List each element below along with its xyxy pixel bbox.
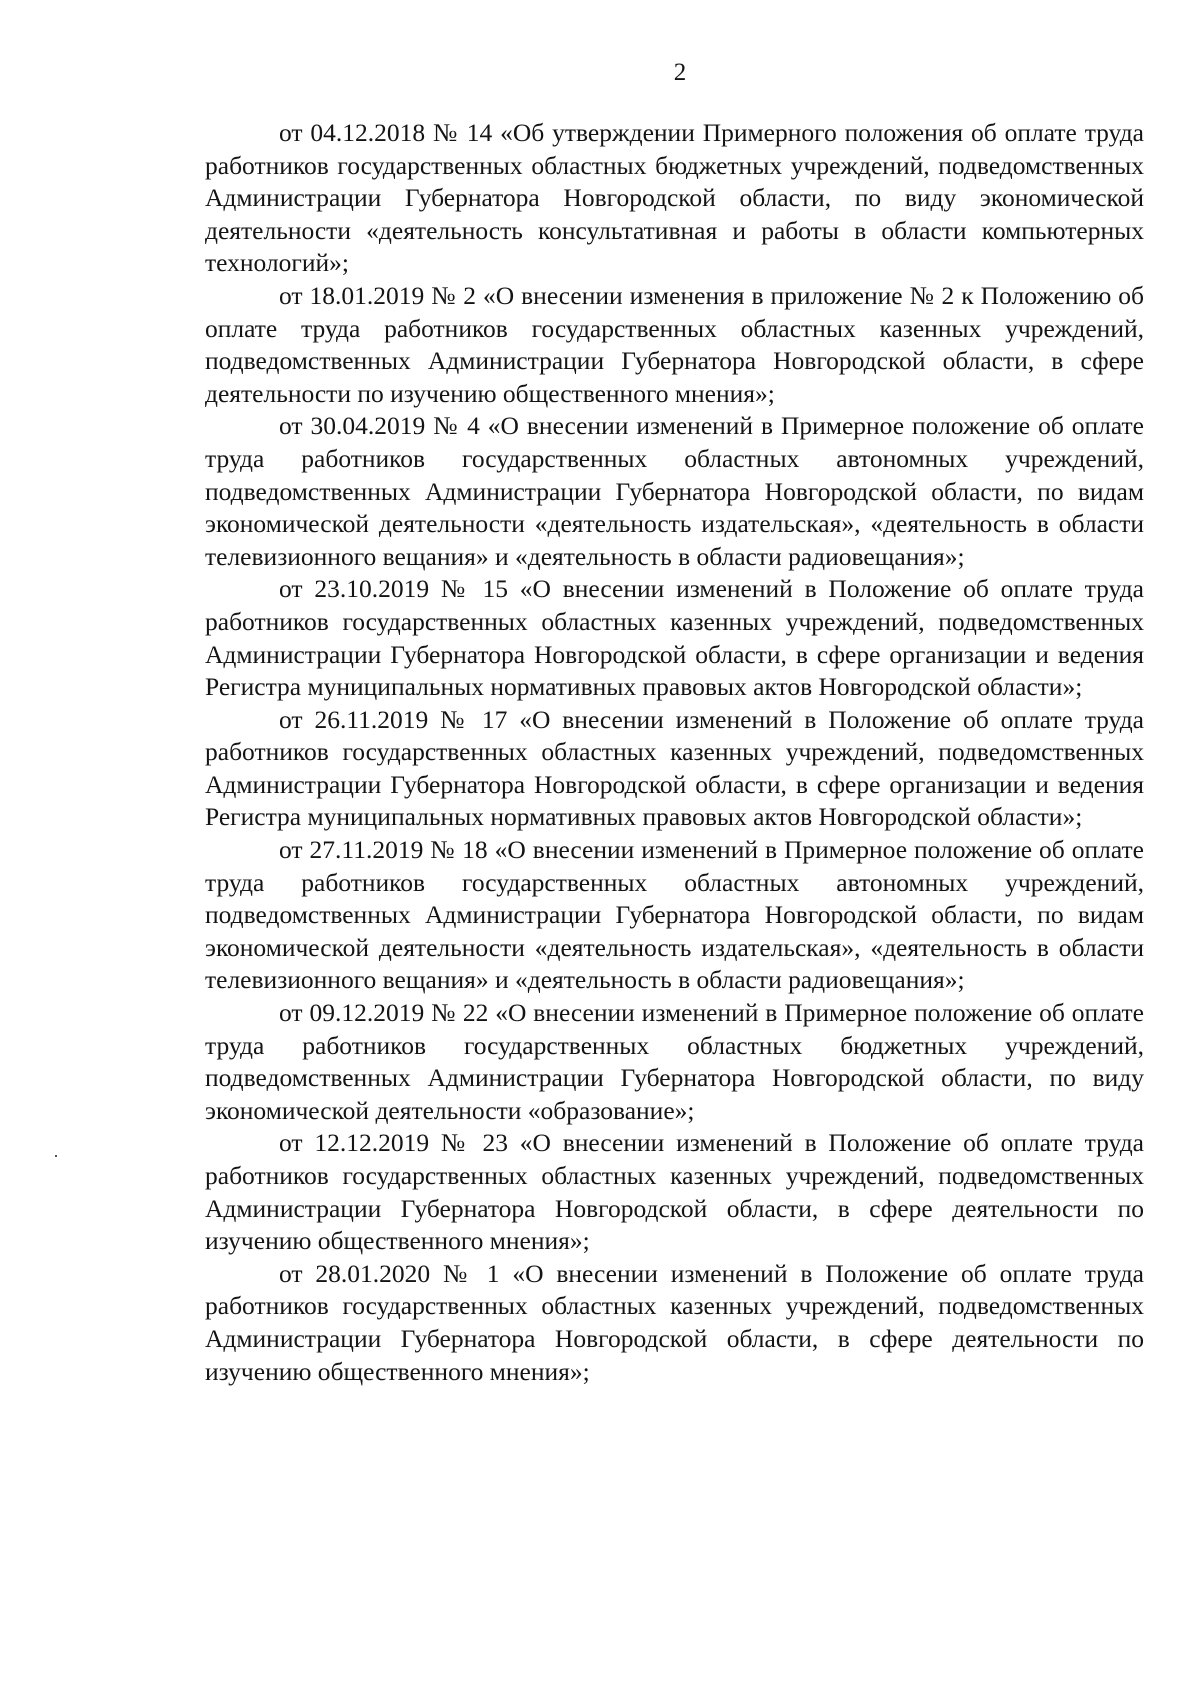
decree-paragraph-1: от 04.12.2018 № 14 «Об утверждении Примерного положения об оплате труда работников государственных областных бюджетных учреждений, подведомственных Администрации Губернатора Новгородской области, по виду экономической деятельности «деятельность консультативная и работы в области компьютерных технологий»; — [205, 118, 1144, 278]
decree-paragraph-7: от 09.12.2019 № 22 «О внесении изменений в Примерное положение об оплате труда работников государственных областных бюджетных учреждений, подведомственных Администрации Губернатора Новгородской области, по виду экономической деятельности «образование»; — [205, 998, 1144, 1125]
page-number: 2 — [673, 59, 687, 86]
decree-paragraph-8: от 12.12.2019 № 23 «О внесении изменений в Положение об оплате труда работников государственных областных казенных учреждений, подведомственных Администрации Губернатора Новгородской области, в сфере деятельности по изучению общественного мнения»; — [205, 1128, 1144, 1256]
document-body — [205, 117, 1144, 1388]
decree-paragraph-3: от 30.04.2019 № 4 «О внесении изменений в Примерное положение об оплате труда работников государственных областных автономных учреждений, подведомственных Администрации Губернатора Новгородской области, по видам экономической деятельности «деятельность издательская», «деятельность в области телевизионного вещания» и «деятельность в области радиовещания»; — [205, 411, 1144, 571]
scan-artifact-dot — [55, 1155, 57, 1157]
decree-paragraph-5: от 26.11.2019 № 17 «О внесении изменений в Положение об оплате труда работников государственных областных казенных учреждений, подведомственных Администрации Губернатора Новгородской области, в сфере организации и ведения Регистра муниципальных нормативных правовых актов Новгородской области»; — [205, 704, 1144, 832]
decree-paragraph-6: от 27.11.2019 № 18 «О внесении изменений в Примерное положение об оплате труда работников государственных областных автономных учреждений, подведомственных Администрации Губернатора Новгородской области, по видам экономической деятельности «деятельность издательская», «деятельность в области телевизионного вещания» и «деятельность в области радиовещания»; — [205, 835, 1144, 995]
decree-paragraph-4: от 23.10.2019 № 15 «О внесении изменений в Положение об оплате труда работников государственных областных казенных учреждений, подведомственных Администрации Губернатора Новгородской области, в сфере организации и ведения Регистра муниципальных нормативных правовых актов Новгородской области»; — [205, 574, 1144, 702]
decree-paragraph-9: от 28.01.2020 № 1 «О внесении изменений в Положение об оплате труда работников государственных областных казенных учреждений, подведомственных Администрации Губернатора Новгородской области, в сфере деятельности по изучению общественного мнения»; — [205, 1258, 1144, 1386]
decree-paragraph-2: от 18.01.2019 № 2 «О внесении изменения в приложение № 2 к Положению об оплате труда работников государственных областных казенных учреждений, подведомственных Администрации Губернатора Новгородской области, в сфере деятельности по изучению общественного мнения»; — [205, 280, 1144, 408]
